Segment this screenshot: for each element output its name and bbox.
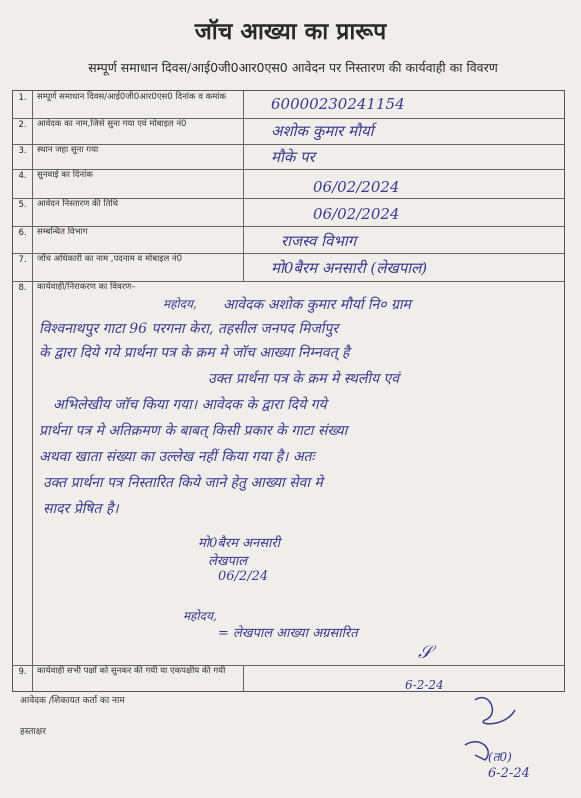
- endorsement-prefix: महोदय,: [183, 609, 217, 623]
- form-row-5: [13, 198, 564, 227]
- remarks-line: आवेदक अशोक कुमार मौर्या नि० ग्राम: [223, 297, 411, 313]
- row-value: मो0बैरम अनसारी (लेखपाल): [271, 259, 428, 277]
- remarks-line: विश्वनाथपुर गाटा 96 परगना केरा, तहसील जनपद मिर्जापुर: [39, 321, 339, 337]
- page-subtitle: सम्पूर्ण समाधान दिवस/आई0जी0आर0एस0 आवेदन पर निस्तारण की कार्यवाही का विवरण: [88, 60, 498, 75]
- row-label: आवेदन निस्तारण की तिथि: [37, 199, 119, 209]
- remarks-line: उक्त प्रार्थना पत्र के क्रम मे स्थलीय एवं: [208, 371, 400, 387]
- approver-text: (त0): [488, 750, 512, 764]
- row-label: स्थान जहा सुना गया: [37, 145, 99, 155]
- row-label: कार्यवाही/निराकरण का विवरण–: [37, 282, 136, 292]
- endorsement-date: 6-2-24: [405, 678, 444, 692]
- remarks-line: के द्वारा दिये गये प्रार्थना पत्र के क्रम मे जॉच आख्या निम्नवत् है: [39, 345, 350, 361]
- form-row-6: [13, 226, 564, 254]
- row-number: 7.: [13, 253, 33, 281]
- row-label: सुनवाई का दिनांक: [37, 170, 93, 180]
- row-number: 8.: [13, 281, 33, 665]
- row-number: 2.: [13, 118, 33, 144]
- remarks-line: सादर प्रेषित है।: [43, 501, 119, 517]
- form-row-9: [13, 665, 564, 691]
- row-label: सम्बन्धित विभाग: [37, 227, 88, 237]
- row-number: 6.: [13, 226, 33, 253]
- remarks-line: अथवा खाता संख्या का उल्लेख नहीं किया गया है। अतः: [39, 449, 315, 465]
- row-number: 5.: [13, 198, 33, 226]
- row-value: 06/02/2024: [313, 205, 400, 223]
- form-row-7: [13, 253, 564, 282]
- row-value: 60000230241154: [271, 95, 405, 113]
- officer-signature: मो0बैरम अनसारी: [198, 536, 281, 551]
- row-value: राजस्व विभाग: [281, 232, 357, 250]
- remarks-line: अभिलेखीय जॉच किया गया। आवेदक के द्वारा दिये गये: [53, 397, 327, 413]
- row-label: आवेदक का नाम,जिसे सुना गया एवं मोबाइल नं0: [37, 119, 187, 129]
- form-row-1: [13, 91, 564, 119]
- officer-date: 06/2/24: [218, 569, 269, 584]
- page-title: जॉच आख्या का प्रारूप: [194, 19, 387, 45]
- row-value: 06/02/2024: [313, 178, 400, 196]
- form-row-2: [13, 118, 564, 145]
- remarks-line: उक्त प्रार्थना पत्र निस्तारित किये जाने हेतु आख्या सेवा मे: [43, 475, 323, 491]
- report-form: [12, 90, 565, 692]
- endorsement-text: = लेखपाल आख्या अग्रसारित: [218, 626, 358, 641]
- form-row-3: [13, 144, 564, 170]
- row-number: 4.: [13, 169, 33, 198]
- row-label: जॉच अधिकारी का नाम ,पदनाम व मोबाइल नं0: [37, 254, 183, 264]
- row-number: 3.: [13, 144, 33, 169]
- row-label: सम्पूर्ण समाधान दिवस/आई0जी0आर0एस0 दिनांक व कमांक: [37, 92, 227, 102]
- approver-date: 6-2-24: [488, 766, 530, 781]
- row-value: अशोक कुमार मौर्या: [271, 122, 374, 140]
- remarks-line: प्रार्थना पत्र मे अतिक्रमण के बाबत् किसी प्रकार के गाटा संख्या: [39, 423, 348, 439]
- row-label: कार्यवाही सभी पक्षों को सुनकर की गयी या एकपक्षीय की गयी: [37, 666, 226, 676]
- signature-label: हस्ताक्षर: [20, 727, 46, 737]
- applicant-label: आवेदक /शिकायत कर्ता का नाम: [20, 696, 125, 706]
- row-number: 1.: [13, 91, 33, 118]
- officer-role: लेखपाल: [208, 554, 248, 569]
- form-row-4: [13, 169, 564, 199]
- row-value: मौके पर: [271, 148, 315, 166]
- remarks-salutation: महोदय,: [163, 297, 197, 311]
- form-row-8: [13, 281, 564, 666]
- row-number: 9.: [13, 665, 33, 691]
- endorser-signature-mark: 𝒮: [418, 642, 432, 663]
